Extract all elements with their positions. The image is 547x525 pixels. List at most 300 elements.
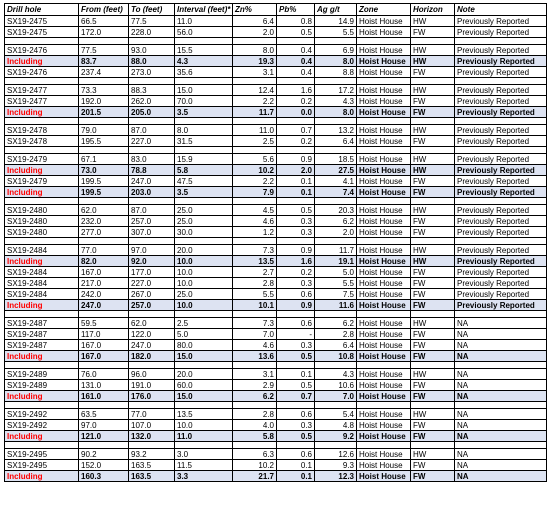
spacer-cell <box>5 198 79 205</box>
cell-interval: 15.0 <box>175 391 233 402</box>
cell-zn: 3.1 <box>233 369 277 380</box>
spacer-cell <box>357 78 411 85</box>
including-row <box>5 165 547 176</box>
cell-zone: Hoist House <box>357 176 411 187</box>
cell-zone: Hoist House <box>357 56 411 67</box>
cell-from: 277.0 <box>79 227 129 238</box>
cell-to: 87.0 <box>129 205 175 216</box>
spacer-cell <box>233 362 277 369</box>
spacer-cell <box>129 78 175 85</box>
cell-drill-hole: SX19-2484 <box>5 289 79 300</box>
header-ag: Ag g/t <box>315 4 357 16</box>
spacer-cell <box>455 238 547 245</box>
cell-note: Previously Reported <box>455 107 547 118</box>
cell-zone: Hoist House <box>357 125 411 136</box>
cell-pb: 0.6 <box>277 318 315 329</box>
cell-horizon: FW <box>411 431 455 442</box>
cell-drill-hole: Including <box>5 165 79 176</box>
cell-ag: 11.6 <box>315 300 357 311</box>
spacer-cell <box>277 198 315 205</box>
cell-from: 167.0 <box>79 340 129 351</box>
cell-pb: 0.5 <box>277 431 315 442</box>
spacer-cell <box>357 402 411 409</box>
cell-zone: Hoist House <box>357 420 411 431</box>
cell-drill-hole: Including <box>5 187 79 198</box>
cell-ag: 11.7 <box>315 245 357 256</box>
cell-zn: 7.9 <box>233 187 277 198</box>
cell-horizon: FW <box>411 216 455 227</box>
cell-horizon: FW <box>411 107 455 118</box>
spacer-cell <box>357 38 411 45</box>
cell-zone: Hoist House <box>357 85 411 96</box>
cell-horizon: HW <box>411 56 455 67</box>
cell-interval: 20.0 <box>175 369 233 380</box>
spacer-cell <box>411 442 455 449</box>
spacer-cell <box>315 238 357 245</box>
spacer-cell <box>277 238 315 245</box>
cell-zn: 3.1 <box>233 67 277 78</box>
cell-drill-hole: Including <box>5 107 79 118</box>
cell-drill-hole: SX19-2484 <box>5 278 79 289</box>
cell-ag: 4.3 <box>315 96 357 107</box>
cell-pb: 1.6 <box>277 85 315 96</box>
including-row <box>5 471 547 482</box>
spacer-cell <box>79 238 129 245</box>
cell-pb: 0.3 <box>277 216 315 227</box>
spacer-cell <box>277 118 315 125</box>
cell-pb: 0.8 <box>277 16 315 27</box>
cell-pb: 0.3 <box>277 278 315 289</box>
cell-zone: Hoist House <box>357 431 411 442</box>
cell-ag: 9.3 <box>315 460 357 471</box>
spacer-cell <box>129 402 175 409</box>
cell-to: 87.0 <box>129 125 175 136</box>
cell-interval: 56.0 <box>175 27 233 38</box>
cell-to: 191.0 <box>129 380 175 391</box>
spacer-row <box>5 118 547 125</box>
cell-interval: 25.0 <box>175 205 233 216</box>
cell-from: 62.0 <box>79 205 129 216</box>
cell-zn: 4.5 <box>233 205 277 216</box>
cell-zn: 6.3 <box>233 449 277 460</box>
cell-pb: 0.3 <box>277 420 315 431</box>
cell-zn: 2.9 <box>233 380 277 391</box>
cell-drill-hole: SX19-2478 <box>5 136 79 147</box>
cell-drill-hole: SX19-2479 <box>5 176 79 187</box>
spacer-cell <box>79 311 129 318</box>
spacer-cell <box>411 38 455 45</box>
spacer-cell <box>79 38 129 45</box>
cell-from: 63.5 <box>79 409 129 420</box>
cell-zone: Hoist House <box>357 329 411 340</box>
spacer-cell <box>129 362 175 369</box>
spacer-cell <box>175 198 233 205</box>
cell-ag: 8.0 <box>315 56 357 67</box>
cell-drill-hole: SX19-2484 <box>5 245 79 256</box>
cell-horizon: FW <box>411 67 455 78</box>
cell-horizon: FW <box>411 420 455 431</box>
cell-horizon: HW <box>411 409 455 420</box>
spacer-cell <box>5 147 79 154</box>
cell-ag: 4.1 <box>315 176 357 187</box>
spacer-cell <box>455 38 547 45</box>
spacer-cell <box>315 362 357 369</box>
cell-ag: 7.5 <box>315 289 357 300</box>
cell-note: Previously Reported <box>455 187 547 198</box>
table-row <box>5 369 547 380</box>
cell-pb: 0.7 <box>277 391 315 402</box>
spacer-cell <box>455 311 547 318</box>
spacer-cell <box>5 402 79 409</box>
cell-horizon: FW <box>411 351 455 362</box>
cell-ag: 12.6 <box>315 449 357 460</box>
cell-ag: 6.4 <box>315 136 357 147</box>
cell-zn: 4.6 <box>233 216 277 227</box>
cell-ag: 7.4 <box>315 187 357 198</box>
cell-note: Previously Reported <box>455 154 547 165</box>
spacer-row <box>5 147 547 154</box>
cell-zn: 21.7 <box>233 471 277 482</box>
cell-to: 267.0 <box>129 289 175 300</box>
cell-from: 66.5 <box>79 16 129 27</box>
cell-ag: 10.8 <box>315 351 357 362</box>
cell-horizon: HW <box>411 256 455 267</box>
cell-zn: 13.6 <box>233 351 277 362</box>
cell-ag: 17.2 <box>315 85 357 96</box>
spacer-cell <box>175 402 233 409</box>
cell-note: NA <box>455 471 547 482</box>
cell-ag: 18.5 <box>315 154 357 165</box>
cell-ag: 6.2 <box>315 216 357 227</box>
cell-ag: 19.1 <box>315 256 357 267</box>
cell-note: Previously Reported <box>455 256 547 267</box>
spacer-cell <box>129 147 175 154</box>
cell-ag: 20.3 <box>315 205 357 216</box>
table-row <box>5 340 547 351</box>
cell-from: 167.0 <box>79 351 129 362</box>
cell-from: 152.0 <box>79 460 129 471</box>
cell-interval: 11.5 <box>175 460 233 471</box>
spacer-cell <box>129 311 175 318</box>
header-pb: Pb% <box>277 4 315 16</box>
cell-zn: 13.5 <box>233 256 277 267</box>
spacer-row <box>5 238 547 245</box>
spacer-cell <box>5 118 79 125</box>
cell-to: 92.0 <box>129 256 175 267</box>
cell-to: 228.0 <box>129 27 175 38</box>
cell-horizon: FW <box>411 27 455 38</box>
cell-note: NA <box>455 380 547 391</box>
cell-to: 176.0 <box>129 391 175 402</box>
cell-horizon: HW <box>411 154 455 165</box>
cell-zone: Hoist House <box>357 67 411 78</box>
table-row <box>5 125 547 136</box>
including-row <box>5 351 547 362</box>
spacer-cell <box>5 442 79 449</box>
cell-ag: 5.5 <box>315 278 357 289</box>
cell-pb: 0.1 <box>277 369 315 380</box>
cell-pb: 0.6 <box>277 409 315 420</box>
spacer-cell <box>5 238 79 245</box>
cell-to: 93.0 <box>129 45 175 56</box>
cell-pb: 0.9 <box>277 300 315 311</box>
cell-pb: 0.5 <box>277 380 315 391</box>
cell-pb: 0.1 <box>277 460 315 471</box>
cell-zone: Hoist House <box>357 351 411 362</box>
cell-interval: 10.0 <box>175 267 233 278</box>
cell-from: 77.5 <box>79 45 129 56</box>
cell-pb: 0.1 <box>277 187 315 198</box>
cell-zn: 2.5 <box>233 136 277 147</box>
spacer-cell <box>455 198 547 205</box>
cell-interval: 80.0 <box>175 340 233 351</box>
cell-drill-hole: Including <box>5 351 79 362</box>
cell-note: Previously Reported <box>455 289 547 300</box>
cell-from: 160.3 <box>79 471 129 482</box>
spacer-cell <box>315 38 357 45</box>
cell-note: Previously Reported <box>455 67 547 78</box>
cell-horizon: FW <box>411 471 455 482</box>
cell-zn: 10.2 <box>233 460 277 471</box>
cell-drill-hole: SX19-2487 <box>5 340 79 351</box>
cell-pb: 0.3 <box>277 227 315 238</box>
cell-pb: 0.6 <box>277 449 315 460</box>
cell-horizon: FW <box>411 96 455 107</box>
cell-note: NA <box>455 351 547 362</box>
spacer-cell <box>411 362 455 369</box>
cell-interval: 70.0 <box>175 96 233 107</box>
spacer-cell <box>129 238 175 245</box>
cell-to: 247.0 <box>129 176 175 187</box>
spacer-row <box>5 78 547 85</box>
cell-note: Previously Reported <box>455 176 547 187</box>
spacer-cell <box>357 118 411 125</box>
spacer-cell <box>233 442 277 449</box>
cell-ag: 27.5 <box>315 165 357 176</box>
cell-note: NA <box>455 318 547 329</box>
cell-note: NA <box>455 460 547 471</box>
cell-ag: 4.8 <box>315 420 357 431</box>
spacer-cell <box>277 362 315 369</box>
cell-note: NA <box>455 369 547 380</box>
spacer-cell <box>79 78 129 85</box>
cell-note: Previously Reported <box>455 56 547 67</box>
cell-horizon: FW <box>411 391 455 402</box>
table-row <box>5 16 547 27</box>
spacer-cell <box>455 78 547 85</box>
cell-ag: 8.8 <box>315 67 357 78</box>
header-zone: Zone <box>357 4 411 16</box>
header-from: From (feet) <box>79 4 129 16</box>
cell-zn: 11.0 <box>233 125 277 136</box>
cell-to: 88.0 <box>129 56 175 67</box>
header-horizon: Horizon <box>411 4 455 16</box>
cell-to: 182.0 <box>129 351 175 362</box>
spacer-cell <box>233 78 277 85</box>
spacer-cell <box>411 78 455 85</box>
cell-zn: 12.4 <box>233 85 277 96</box>
spacer-cell <box>129 118 175 125</box>
cell-from: 195.5 <box>79 136 129 147</box>
cell-interval: 3.5 <box>175 187 233 198</box>
cell-to: 273.0 <box>129 67 175 78</box>
cell-horizon: FW <box>411 300 455 311</box>
cell-from: 199.5 <box>79 176 129 187</box>
cell-zone: Hoist House <box>357 340 411 351</box>
table-row <box>5 380 547 391</box>
cell-horizon: FW <box>411 187 455 198</box>
cell-pb: 0.4 <box>277 67 315 78</box>
cell-to: 307.0 <box>129 227 175 238</box>
table-row <box>5 278 547 289</box>
cell-note: Previously Reported <box>455 300 547 311</box>
cell-note: Previously Reported <box>455 45 547 56</box>
cell-ag: 7.0 <box>315 391 357 402</box>
cell-drill-hole: SX19-2480 <box>5 205 79 216</box>
cell-interval: 35.6 <box>175 67 233 78</box>
cell-note: Previously Reported <box>455 96 547 107</box>
spacer-cell <box>277 147 315 154</box>
cell-pb: 0.1 <box>277 176 315 187</box>
cell-interval: 5.0 <box>175 329 233 340</box>
cell-drill-hole: SX19-2489 <box>5 380 79 391</box>
cell-interval: 20.0 <box>175 245 233 256</box>
cell-zone: Hoist House <box>357 107 411 118</box>
cell-zn: 2.8 <box>233 409 277 420</box>
table-row <box>5 27 547 38</box>
cell-to: 262.0 <box>129 96 175 107</box>
spacer-cell <box>129 38 175 45</box>
cell-pb: 0.4 <box>277 56 315 67</box>
cell-ag: 4.3 <box>315 369 357 380</box>
cell-pb: 1.6 <box>277 256 315 267</box>
cell-to: 257.0 <box>129 300 175 311</box>
cell-zn: 10.2 <box>233 165 277 176</box>
cell-from: 73.0 <box>79 165 129 176</box>
spacer-cell <box>315 198 357 205</box>
table-row <box>5 329 547 340</box>
cell-zn: 5.8 <box>233 431 277 442</box>
table-row <box>5 267 547 278</box>
cell-note: Previously Reported <box>455 16 547 27</box>
cell-note: NA <box>455 391 547 402</box>
cell-horizon: HW <box>411 165 455 176</box>
cell-pb: 0.0 <box>277 107 315 118</box>
cell-ag: 6.9 <box>315 45 357 56</box>
table-row <box>5 245 547 256</box>
cell-interval: 31.5 <box>175 136 233 147</box>
cell-to: 97.0 <box>129 245 175 256</box>
cell-from: 121.0 <box>79 431 129 442</box>
cell-zone: Hoist House <box>357 449 411 460</box>
cell-interval: 15.9 <box>175 154 233 165</box>
cell-zone: Hoist House <box>357 460 411 471</box>
cell-zn: 7.0 <box>233 329 277 340</box>
spacer-cell <box>411 147 455 154</box>
cell-to: 257.0 <box>129 216 175 227</box>
spacer-cell <box>175 238 233 245</box>
cell-ag: 5.4 <box>315 409 357 420</box>
cell-interval: 3.0 <box>175 449 233 460</box>
cell-from: 131.0 <box>79 380 129 391</box>
cell-drill-hole: SX19-2476 <box>5 45 79 56</box>
cell-pb: 0.6 <box>277 289 315 300</box>
spacer-cell <box>79 402 129 409</box>
cell-horizon: FW <box>411 460 455 471</box>
spacer-cell <box>455 147 547 154</box>
cell-note: Previously Reported <box>455 227 547 238</box>
spacer-cell <box>357 442 411 449</box>
drill-results-document <box>4 3 535 482</box>
cell-horizon: FW <box>411 136 455 147</box>
spacer-cell <box>277 38 315 45</box>
cell-drill-hole: SX19-2487 <box>5 318 79 329</box>
cell-zone: Hoist House <box>357 300 411 311</box>
including-row <box>5 256 547 267</box>
spacer-row <box>5 362 547 369</box>
cell-from: 97.0 <box>79 420 129 431</box>
cell-interval: 10.0 <box>175 256 233 267</box>
cell-drill-hole: SX19-2492 <box>5 420 79 431</box>
cell-drill-hole: SX19-2484 <box>5 267 79 278</box>
cell-drill-hole: Including <box>5 391 79 402</box>
cell-interval: 10.0 <box>175 278 233 289</box>
cell-horizon: FW <box>411 267 455 278</box>
cell-drill-hole: SX19-2479 <box>5 154 79 165</box>
cell-to: 163.5 <box>129 460 175 471</box>
cell-zn: 10.1 <box>233 300 277 311</box>
cell-note: Previously Reported <box>455 125 547 136</box>
spacer-cell <box>411 198 455 205</box>
cell-pb: 2.0 <box>277 165 315 176</box>
cell-to: 227.0 <box>129 278 175 289</box>
cell-from: 199.5 <box>79 187 129 198</box>
including-row <box>5 300 547 311</box>
cell-zn: 8.0 <box>233 45 277 56</box>
cell-horizon: HW <box>411 85 455 96</box>
cell-interval: 15.0 <box>175 85 233 96</box>
cell-zone: Hoist House <box>357 227 411 238</box>
spacer-cell <box>315 442 357 449</box>
cell-to: 163.5 <box>129 471 175 482</box>
cell-zone: Hoist House <box>357 471 411 482</box>
cell-drill-hole: Including <box>5 56 79 67</box>
cell-note: Previously Reported <box>455 245 547 256</box>
spacer-cell <box>175 38 233 45</box>
cell-drill-hole: SX19-2492 <box>5 409 79 420</box>
spacer-cell <box>175 311 233 318</box>
spacer-cell <box>277 442 315 449</box>
spacer-cell <box>233 402 277 409</box>
cell-ag: 2.8 <box>315 329 357 340</box>
cell-ag: 12.3 <box>315 471 357 482</box>
spacer-cell <box>233 238 277 245</box>
cell-from: 192.0 <box>79 96 129 107</box>
cell-from: 90.2 <box>79 449 129 460</box>
cell-zone: Hoist House <box>357 136 411 147</box>
cell-horizon: HW <box>411 16 455 27</box>
spacer-cell <box>315 402 357 409</box>
spacer-row <box>5 442 547 449</box>
cell-to: 132.0 <box>129 431 175 442</box>
cell-zone: Hoist House <box>357 45 411 56</box>
cell-zone: Hoist House <box>357 245 411 256</box>
cell-drill-hole: SX19-2475 <box>5 16 79 27</box>
spacer-cell <box>129 198 175 205</box>
cell-zn: 11.7 <box>233 107 277 118</box>
table-row <box>5 136 547 147</box>
cell-zn: 6.4 <box>233 16 277 27</box>
